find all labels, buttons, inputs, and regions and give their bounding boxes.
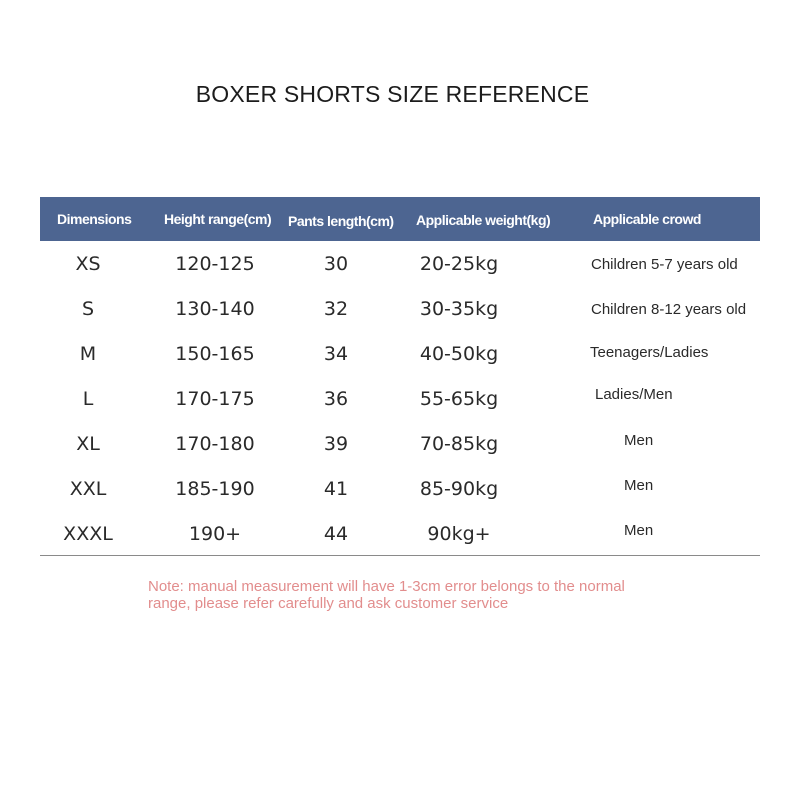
crowd-cell: Children 8-12 years old [591,301,747,318]
length-cell: 34 [323,343,349,365]
crowd-cell: Men [624,432,654,449]
table-row [40,512,760,557]
length-cell: 32 [323,298,349,320]
header-applicable-crowd: Applicable crowd [593,211,701,227]
table-row [40,332,760,377]
weight-cell: 70-85kg [419,433,499,455]
size-cell: M [79,343,97,365]
weight-cell: 30-35kg [419,298,499,320]
height-cell: 190+ [188,523,242,545]
weight-cell: 55-65kg [419,388,499,410]
table-bottom-divider [40,555,760,556]
size-table [40,197,760,557]
table-row [40,242,760,287]
crowd-cell: Men [624,522,654,539]
length-cell: 30 [323,253,349,275]
crowd-cell: Men [624,477,654,494]
table-row [40,287,760,332]
crowd-cell: Teenagers/Ladies [590,344,709,361]
table-row [40,422,760,467]
weight-cell: 40-50kg [419,343,499,365]
page-title: BOXER SHORTS SIZE REFERENCE [195,81,590,107]
size-cell: L [82,388,94,410]
header-height-range: Height range(cm) [164,211,272,227]
length-cell: 36 [323,388,349,410]
height-cell: 130-140 [175,298,255,320]
height-cell: 120-125 [175,253,255,275]
length-cell: 44 [323,523,349,545]
crowd-cell: Children 5-7 years old [591,256,738,273]
header-applicable-weight: Applicable weight(kg) [416,212,551,228]
weight-cell: 20-25kg [419,253,499,275]
measurement-note: Note: manual measurement will have 1-3cm error belongs to the normal range, please refer carefully and ask customer service [148,578,625,612]
table-body [40,241,760,557]
weight-cell: 90kg+ [427,523,491,545]
size-cell: XL [76,433,100,455]
header-dimensions: Dimensions [57,211,132,227]
height-cell: 170-175 [175,388,255,410]
weight-cell: 85-90kg [419,478,499,500]
size-cell: XXXL [63,523,113,545]
height-cell: 170-180 [175,433,255,455]
size-cell: S [81,298,95,320]
header-pants-length: Pants length(cm) [288,213,394,229]
size-cell: XXL [69,478,107,500]
length-cell: 41 [323,478,349,500]
length-cell: 39 [323,433,349,455]
table-row [40,467,760,512]
table-row [40,377,760,422]
height-cell: 185-190 [175,478,255,500]
table-header [40,197,760,241]
size-cell: XS [75,253,101,275]
height-cell: 150-165 [175,343,255,365]
crowd-cell: Ladies/Men [595,386,673,403]
